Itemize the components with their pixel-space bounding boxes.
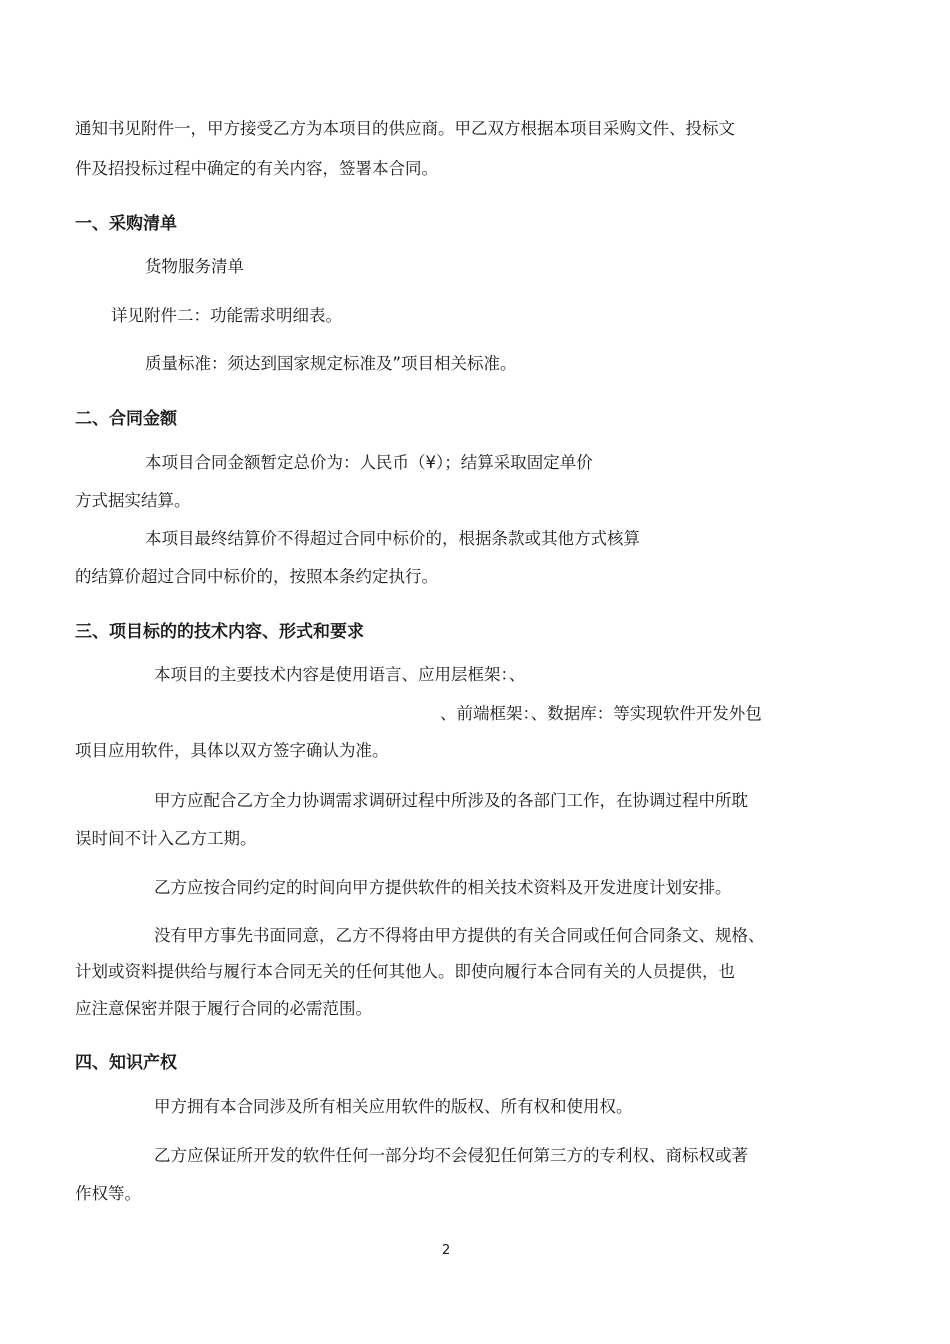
- section-3-p4-line-3: 应注意保密并限于履行合同的必需范围。: [75, 999, 372, 1018]
- section-2-p1-line-1: 本项目合同金额暂定总价为：人民币（¥）；结算采取固定单价: [145, 453, 593, 472]
- section-1-heading: 一、采购清单: [75, 214, 177, 234]
- section-4-p2-line-2: 作权等。: [75, 1184, 141, 1203]
- section-1-line-2: 详见附件二：功能需求明细表。: [111, 306, 342, 325]
- section-3-p4-line-1: 没有甲方事先书面同意，乙方不得将由甲方提供的有关合同或任何合同条文、规格、: [154, 926, 765, 945]
- section-2-p2-line-1: 本项目最终结算价不得超过合同中标价的，根据条款或其他方式核算: [145, 529, 640, 548]
- section-3-heading: 三、项目标的的技术内容、形式和要求: [75, 622, 364, 642]
- section-2-p1-line-2: 方式据实结算。: [75, 491, 191, 510]
- section-3-p1-line-2: 、前端框架：、数据库：等实现软件开发外包: [440, 704, 762, 723]
- section-3-p1-line-3: 项目应用软件，具体以双方签字确认为准。: [75, 741, 389, 760]
- section-1-line-1: 货物服务清单: [145, 257, 244, 276]
- section-2-p2-line-2: 的结算价超过合同中标价的，按照本条约定执行。: [75, 567, 438, 586]
- section-3-p4-line-2: 计划或资料提供给与履行本合同无关的任何其他人。即使向履行本合同有关的人员提供，也: [75, 962, 735, 981]
- section-1-line-3: 质量标准：须达到国家规定标准及”项目相关标准。: [145, 354, 517, 373]
- intro-line-1: 通知书见附件一，甲方接受乙方为本项目的供应商。甲乙双方根据本项目采购文件、投标文: [75, 119, 735, 138]
- section-3-p2-line-2: 误时间不计入乙方工期。: [75, 829, 257, 848]
- section-4-heading: 四、知识产权: [75, 1053, 177, 1073]
- section-3-p2-line-1: 甲方应配合乙方全力协调需求调研过程中所涉及的各部门工作，在协调过程中所耽: [154, 791, 748, 810]
- section-3-p1-line-1: 本项目的主要技术内容是使用语言、应用层框架：、: [154, 665, 526, 684]
- section-4-p1-line-1: 甲方拥有本合同涉及所有相关应用软件的版权、所有权和使用权。: [154, 1097, 633, 1116]
- page-number: 2: [442, 1243, 451, 1258]
- section-3-p3-line-1: 乙方应按合同约定的时间向甲方提供软件的相关技术资料及开发进度计划安排。: [154, 878, 732, 897]
- section-2-heading: 二、合同金额: [75, 409, 177, 429]
- section-4-p2-line-1: 乙方应保证所开发的软件任何一部分均不会侵犯任何第三方的专利权、商标权或著: [154, 1146, 748, 1165]
- intro-line-2: 件及招投标过程中确定的有关内容，签署本合同。: [75, 159, 438, 178]
